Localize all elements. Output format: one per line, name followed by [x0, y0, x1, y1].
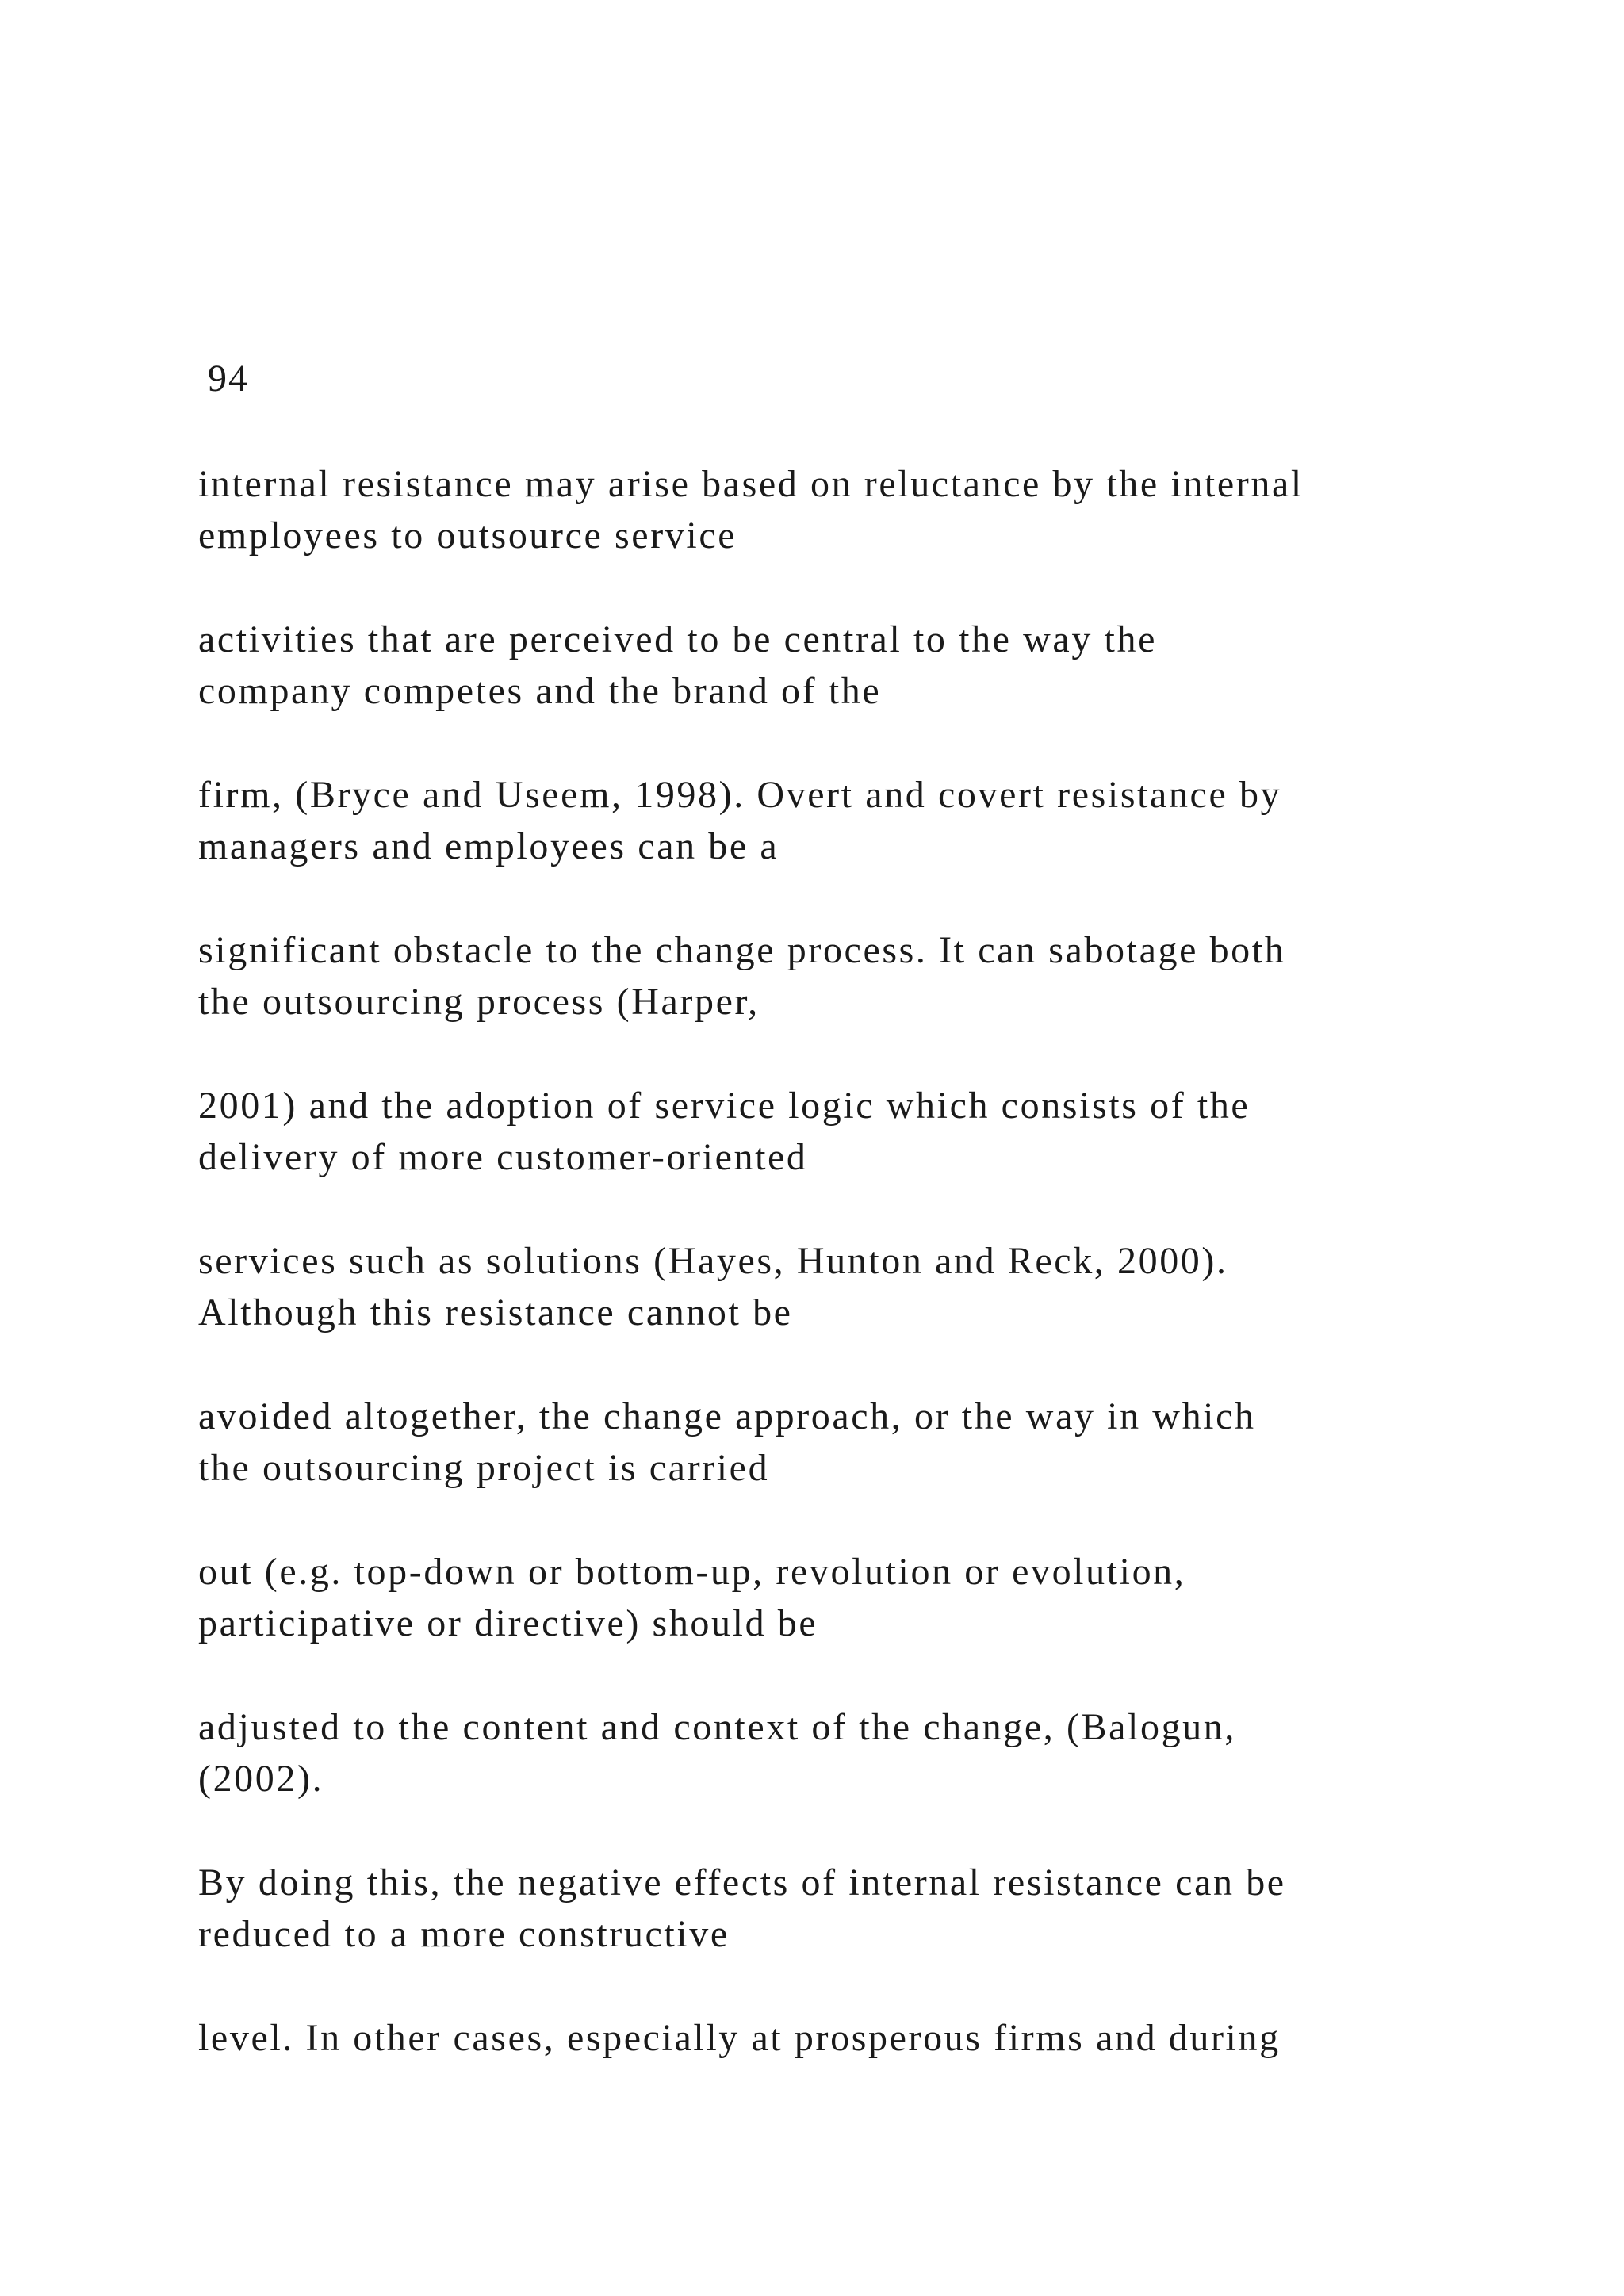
paragraph — [198, 1857, 1467, 1960]
text-line: internal resistance may arise based on reluctance by the internal — [198, 463, 1304, 505]
text-line: participative or directive) should be — [198, 1602, 818, 1644]
paragraph — [198, 769, 1467, 872]
text-line: employees to outsource service — [198, 515, 737, 557]
paragraph — [198, 1546, 1467, 1649]
text-line: the outsourcing project is carried — [198, 1447, 770, 1489]
paragraph — [198, 1391, 1467, 1494]
text-line: significant obstacle to the change process. It can sabotage both — [198, 929, 1286, 971]
text-line: By doing this, the negative effects of internal resistance can be — [198, 1862, 1286, 1904]
text-line: company competes and the brand of the — [198, 670, 882, 712]
text-line: level. In other cases, especially at prosperous firms and during — [198, 2017, 1281, 2059]
page-number: 94 — [208, 358, 249, 400]
text-line: Although this resistance cannot be — [198, 1292, 793, 1334]
text-line: out (e.g. top-down or bottom-up, revolution or evolution, — [198, 1551, 1186, 1593]
paragraph — [198, 2012, 1467, 2064]
paragraph — [198, 1701, 1467, 1804]
text-line: avoided altogether, the change approach, or the way in which — [198, 1395, 1256, 1437]
text-line: reduced to a more constructive — [198, 1913, 730, 1955]
text-line: firm, (Bryce and Useem, 1998). Overt and covert resistance by — [198, 774, 1282, 816]
body-text — [198, 458, 1467, 2116]
paragraph — [198, 1235, 1467, 1338]
text-line: adjusted to the content and context of the change, (Balogun, — [198, 1706, 1236, 1748]
text-line: 2001) and the adoption of service logic which consists of the — [198, 1085, 1251, 1127]
paragraph — [198, 1080, 1467, 1183]
text-line: the outsourcing process (Harper, — [198, 981, 760, 1023]
paragraph — [198, 614, 1467, 717]
text-line: services such as solutions (Hayes, Hunton and Reck, 2000). — [198, 1240, 1228, 1282]
paragraph — [198, 924, 1467, 1027]
text-line: delivery of more customer-oriented — [198, 1136, 808, 1178]
text-line: managers and employees can be a — [198, 825, 779, 867]
text-line: activities that are perceived to be central to the way the — [198, 618, 1157, 660]
text-line: (2002). — [198, 1758, 324, 1800]
paragraph — [198, 458, 1467, 561]
